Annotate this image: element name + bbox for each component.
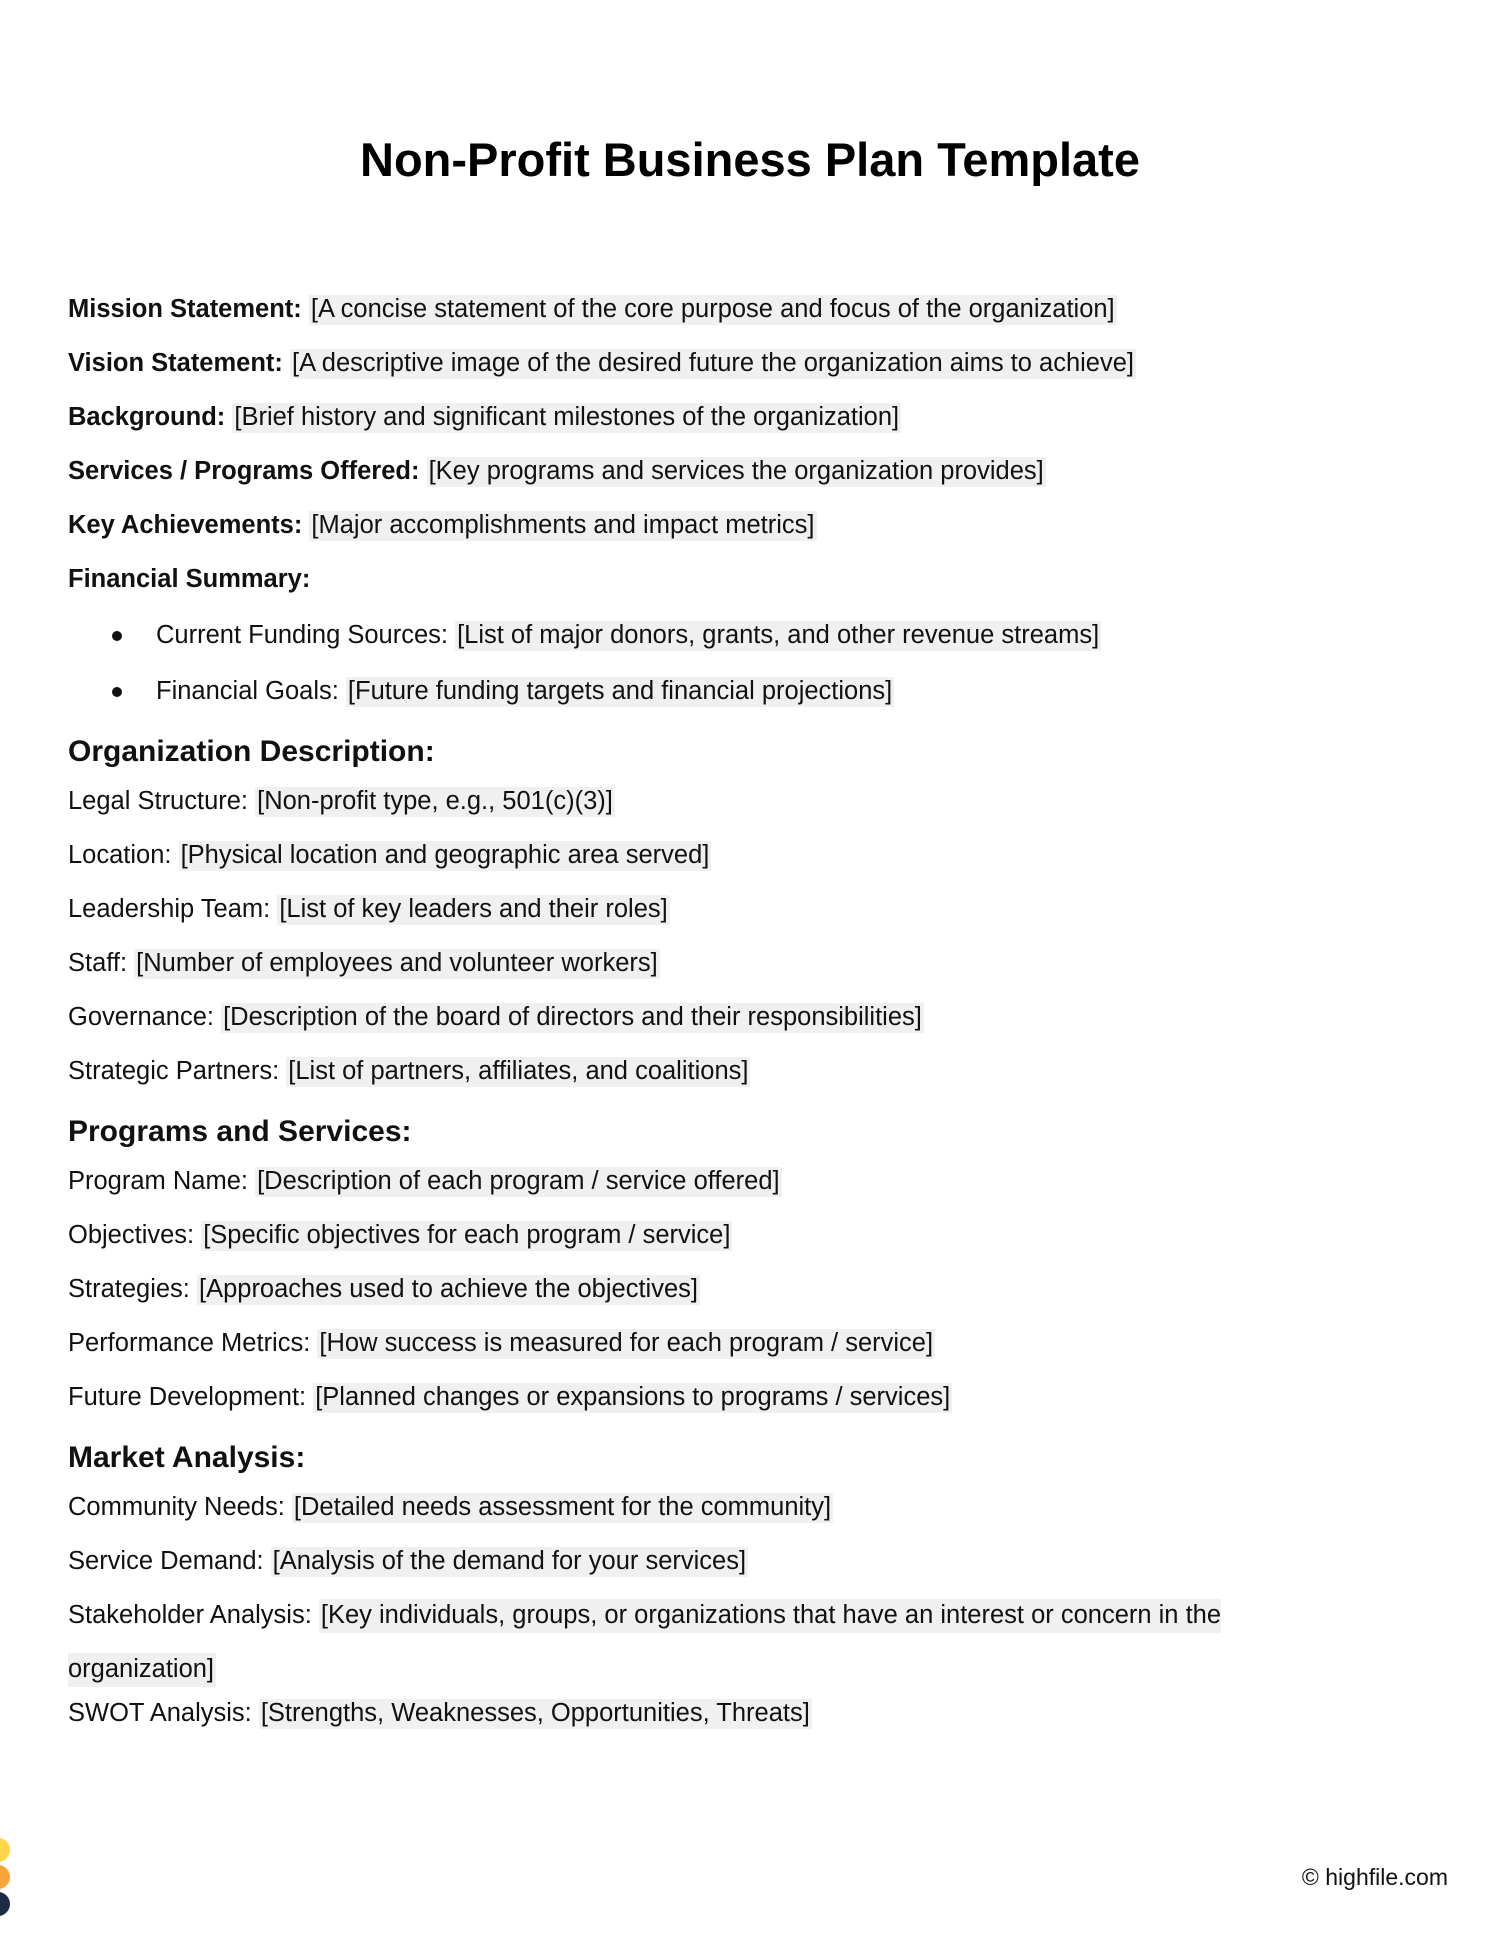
staff-label: Staff:	[68, 949, 135, 977]
legal-structure-line	[68, 784, 1448, 818]
future-development-placeholder[interactable]: [Planned changes or expansions to programs / services]	[315, 1383, 951, 1411]
services-offered-placeholder[interactable]: [Key programs and services the organization provides]	[428, 457, 1044, 485]
stakeholder-analysis-placeholder[interactable]: [Key individuals, groups, or organizations that have an interest or concern in the organization]	[68, 1599, 1221, 1687]
service-demand-placeholder[interactable]: [Analysis of the demand for your services]	[272, 1547, 747, 1575]
list-item	[68, 618, 1448, 652]
objectives-line	[68, 1218, 1448, 1252]
community-needs-placeholder[interactable]: [Detailed needs assessment for the community]	[293, 1493, 832, 1521]
community-needs-line	[68, 1490, 1448, 1524]
vision-statement-label: Vision Statement:	[68, 349, 283, 377]
mission-statement-line	[68, 292, 1448, 326]
highfile-logo-icon	[0, 1838, 12, 1919]
document-body	[68, 292, 1448, 1750]
bullet-icon	[112, 631, 122, 641]
background-line	[68, 400, 1448, 434]
stakeholder-analysis-label: Stakeholder Analysis:	[68, 1601, 319, 1629]
copyright-text: © highfile.com	[1301, 1864, 1448, 1890]
vision-statement-line	[68, 346, 1448, 380]
program-name-label: Program Name:	[68, 1167, 256, 1195]
performance-metrics-line	[68, 1326, 1448, 1360]
swot-analysis-label: SWOT Analysis:	[68, 1699, 259, 1727]
key-achievements-label: Key Achievements:	[68, 511, 303, 539]
legal-structure-placeholder[interactable]: [Non-profit type, e.g., 501(c)(3)]	[257, 787, 613, 815]
financial-summary-label: Financial Summary:	[68, 565, 311, 593]
objectives-label: Objectives:	[68, 1221, 202, 1249]
logo-dot	[0, 1838, 10, 1862]
community-needs-label: Community Needs:	[68, 1493, 292, 1521]
location-placeholder[interactable]: [Physical location and geographic area served]	[180, 841, 710, 869]
mission-statement-label: Mission Statement:	[68, 295, 302, 323]
performance-metrics-placeholder[interactable]: [How success is measured for each program / service]	[319, 1329, 934, 1357]
swot-analysis-placeholder[interactable]: [Strengths, Weaknesses, Opportunities, Threats]	[260, 1699, 810, 1727]
key-achievements-line	[68, 508, 1448, 542]
market-heading: Market Analysis:	[68, 1441, 306, 1474]
staff-line	[68, 946, 1448, 980]
funding-sources-placeholder[interactable]: [List of major donors, grants, and other revenue streams]	[457, 621, 1100, 649]
strategic-partners-placeholder[interactable]: [List of partners, affiliates, and coalitions]	[288, 1057, 749, 1085]
stakeholder-analysis-line	[68, 1588, 1308, 1696]
financial-summary-list	[68, 618, 1448, 708]
vision-statement-placeholder[interactable]: [A descriptive image of the desired future the organization aims to achieve]	[292, 349, 1134, 377]
strategies-label: Strategies:	[68, 1275, 197, 1303]
program-name-line	[68, 1164, 1448, 1198]
governance-line	[68, 1000, 1448, 1034]
funding-sources-label: Current Funding Sources:	[156, 621, 456, 649]
strategies-line	[68, 1272, 1448, 1306]
service-demand-line	[68, 1544, 1448, 1578]
key-achievements-placeholder[interactable]: [Major accomplishments and impact metrics]	[311, 511, 815, 539]
list-item	[68, 674, 1448, 708]
future-development-line	[68, 1380, 1448, 1414]
leadership-team-line	[68, 892, 1448, 926]
program-name-placeholder[interactable]: [Description of each program / service offered]	[257, 1167, 780, 1195]
strategic-partners-line	[68, 1054, 1448, 1088]
bullet-icon	[112, 687, 122, 697]
services-offered-line	[68, 454, 1448, 488]
financial-summary-line	[68, 562, 1448, 596]
page-title: Non-Profit Business Plan Template	[360, 133, 1140, 186]
location-line	[68, 838, 1448, 872]
governance-label: Governance:	[68, 1003, 222, 1031]
background-label: Background:	[68, 403, 226, 431]
strategic-partners-label: Strategic Partners:	[68, 1057, 287, 1085]
mission-statement-placeholder[interactable]: [A concise statement of the core purpose and focus of the organization]	[310, 295, 1115, 323]
service-demand-label: Service Demand:	[68, 1547, 271, 1575]
financial-goals-label: Financial Goals:	[156, 677, 346, 705]
background-placeholder[interactable]: [Brief history and significant milestones of the organization]	[234, 403, 900, 431]
staff-placeholder[interactable]: [Number of employees and volunteer workers]	[136, 949, 658, 977]
performance-metrics-label: Performance Metrics:	[68, 1329, 318, 1357]
future-development-label: Future Development:	[68, 1383, 314, 1411]
financial-goals-placeholder[interactable]: [Future funding targets and financial projections]	[347, 677, 893, 705]
programs-heading: Programs and Services:	[68, 1115, 412, 1148]
logo-dot	[0, 1892, 10, 1916]
governance-placeholder[interactable]: [Description of the board of directors and their responsibilities]	[223, 1003, 922, 1031]
swot-analysis-line	[68, 1696, 1448, 1730]
objectives-placeholder[interactable]: [Specific objectives for each program / service]	[203, 1221, 731, 1249]
services-offered-label: Services / Programs Offered:	[68, 457, 420, 485]
strategies-placeholder[interactable]: [Approaches used to achieve the objectives]	[198, 1275, 698, 1303]
legal-structure-label: Legal Structure:	[68, 787, 256, 815]
leadership-team-label: Leadership Team:	[68, 895, 278, 923]
logo-dot	[0, 1865, 10, 1889]
location-label: Location:	[68, 841, 179, 869]
organization-heading: Organization Description:	[68, 735, 435, 768]
leadership-team-placeholder[interactable]: [List of key leaders and their roles]	[279, 895, 668, 923]
